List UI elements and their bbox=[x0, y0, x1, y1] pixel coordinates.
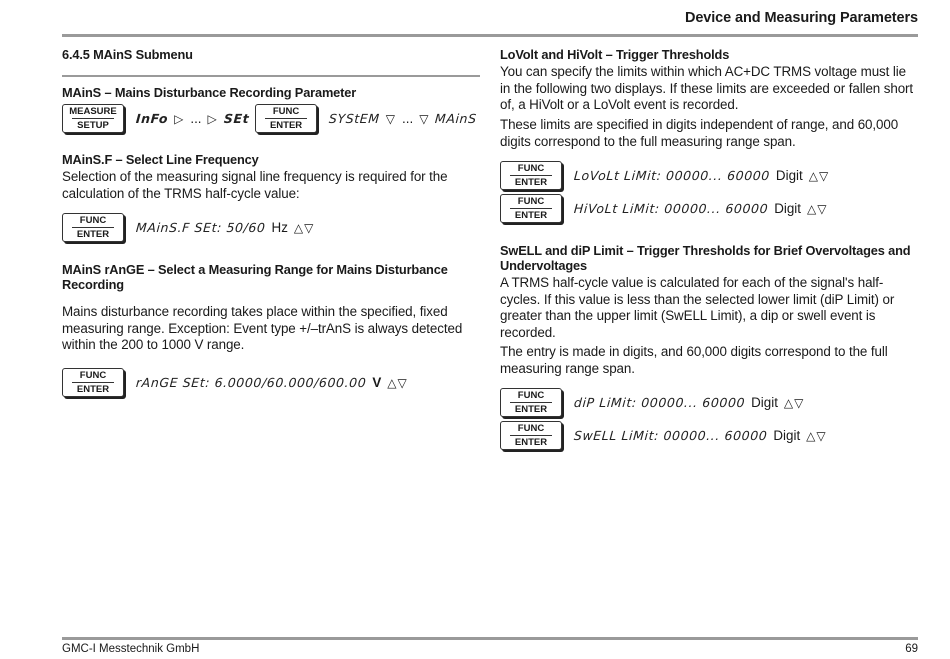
swell-text-1: A TRMS half-cycle value is calculated for each of the signal's half-cycles. If this value is less than the selected lower limit (diP Limit) or greater than the upper limit (SwELL Limit), a dip or swell event is recorded. bbox=[500, 275, 895, 340]
range-text: Mains disturbance recording takes place within the specified, fixed measuring range. Exception: Event type +/–trAnS is always detected within the 200 to 1000 V range. bbox=[62, 304, 463, 353]
display-range-set: rAnGE SEt: 6.0000/60.000/600.00 bbox=[135, 375, 367, 390]
func-enter-key bbox=[500, 194, 562, 223]
key-label-bottom: ENTER bbox=[514, 404, 548, 415]
up-down-arrows-icon: △▽ bbox=[808, 168, 830, 183]
display-dip-limit: diP LiMit: 00000... 60000 bbox=[573, 395, 746, 410]
key-divider bbox=[72, 118, 114, 119]
func-enter-key bbox=[255, 104, 317, 133]
key-label-bottom: SETUP bbox=[77, 120, 109, 131]
lohi-text-1: You can specify the limits within which AC+DC TRMS voltage must lie in the following two displays. If these limits are exceeded or fallen short of, a HiVolt or a LoVolt event is recorded. bbox=[500, 64, 914, 113]
display-system: SYStEM bbox=[328, 111, 381, 126]
down-arrow-icon: ▽ bbox=[385, 111, 397, 126]
up-down-arrows-icon: △▽ bbox=[783, 395, 805, 410]
func-enter-key bbox=[500, 161, 562, 190]
swell-heading: SwELL and diP Limit – Trigger Thresholds for Brief Overvoltages and Undervoltages bbox=[500, 243, 911, 273]
key-label-top: FUNC bbox=[517, 390, 545, 401]
unit-label: Digit bbox=[775, 168, 803, 183]
key-label-bottom: ENTER bbox=[514, 210, 548, 221]
key-label-top: FUNC bbox=[517, 163, 545, 174]
freq-setting-row bbox=[62, 213, 314, 242]
key-divider bbox=[510, 402, 552, 403]
up-down-arrows-icon: △▽ bbox=[806, 428, 827, 443]
display-swell-limit: SwELL LiMit: 00000... 60000 bbox=[573, 428, 768, 443]
up-down-arrows-icon: △▽ bbox=[387, 375, 408, 390]
nav-sequence bbox=[62, 104, 477, 133]
up-down-arrows-icon: △▽ bbox=[806, 201, 828, 216]
func-enter-key bbox=[500, 388, 562, 417]
range-heading: MAinS rAnGE – Select a Measuring Range for Mains Disturbance Recording bbox=[62, 262, 448, 292]
ellipsis: ... bbox=[190, 111, 202, 126]
key-label-top: FUNC bbox=[79, 370, 107, 381]
display-info: InFo bbox=[135, 111, 169, 126]
header-rule bbox=[62, 34, 918, 37]
unit-label: Hz bbox=[271, 220, 288, 235]
page-header-title: Device and Measuring Parameters bbox=[684, 10, 918, 26]
key-divider bbox=[265, 118, 307, 119]
display-lovolt-limit: LoVoLt LiMit: 00000... 60000 bbox=[573, 168, 771, 183]
footer-rule bbox=[62, 637, 918, 640]
func-enter-key bbox=[500, 421, 562, 450]
freq-heading: MAinS.F – Select Line Frequency bbox=[62, 152, 259, 167]
key-label-bottom: ENTER bbox=[76, 384, 110, 395]
func-enter-key bbox=[62, 368, 124, 397]
section-rule bbox=[62, 75, 480, 77]
display-freq-set: MAinS.F SEt: 50/60 bbox=[135, 220, 267, 235]
unit-label: Digit bbox=[751, 395, 778, 410]
lohi-heading: LoVolt and HiVolt – Trigger Thresholds bbox=[500, 47, 730, 62]
ellipsis: ... bbox=[402, 111, 414, 126]
mains-heading: MAinS – Mains Disturbance Recording Parameter bbox=[62, 85, 357, 100]
measure-setup-key bbox=[62, 104, 124, 133]
swell-text-2: The entry is made in digits, and 60,000 digits correspond to the full measuring range span. bbox=[500, 344, 888, 376]
unit-label: V bbox=[372, 375, 382, 390]
key-divider bbox=[510, 175, 552, 176]
display-hivolt-limit: HiVoLt LiMit: 00000... 60000 bbox=[573, 201, 769, 216]
func-enter-key bbox=[62, 213, 124, 242]
lovolt-setting-row bbox=[500, 161, 829, 190]
key-label-top: FUNC bbox=[517, 196, 545, 207]
key-divider bbox=[510, 208, 552, 209]
key-label-top: FUNC bbox=[272, 106, 300, 117]
section-heading: 6.4.5 MAinS Submenu bbox=[62, 47, 193, 62]
dip-setting-row bbox=[500, 388, 804, 417]
range-setting-row bbox=[62, 368, 408, 397]
lohi-text-2: These limits are specified in digits independent of range, and 60,000 digits correspond to the full measuring range span. bbox=[500, 117, 899, 149]
display-mains: MAinS bbox=[434, 111, 478, 126]
key-label-top: FUNC bbox=[517, 423, 545, 434]
right-arrow-icon: ▷ bbox=[207, 111, 218, 126]
hivolt-setting-row bbox=[500, 194, 827, 223]
key-divider bbox=[72, 227, 114, 228]
key-divider bbox=[510, 435, 552, 436]
unit-label: Digit bbox=[774, 201, 801, 216]
key-label-top: MEASURE bbox=[69, 106, 117, 117]
swell-setting-row bbox=[500, 421, 827, 450]
key-label-bottom: ENTER bbox=[514, 437, 548, 448]
key-label-bottom: ENTER bbox=[514, 177, 548, 188]
unit-label: Digit bbox=[773, 428, 801, 443]
key-label-top: FUNC bbox=[79, 215, 107, 226]
key-label-bottom: ENTER bbox=[76, 229, 110, 240]
key-divider bbox=[72, 382, 114, 383]
key-label-bottom: ENTER bbox=[269, 120, 303, 131]
up-down-arrows-icon: △▽ bbox=[293, 220, 315, 235]
display-set: SEt bbox=[223, 111, 250, 126]
down-arrow-icon: ▽ bbox=[419, 111, 430, 126]
page-number: 69 bbox=[905, 643, 918, 655]
right-arrow-icon: ▷ bbox=[174, 111, 185, 126]
freq-text: Selection of the measuring signal line frequency is required for the calculation of the TRMS half-cycle value: bbox=[62, 169, 448, 201]
footer-company: GMC-I Messtechnik GmbH bbox=[62, 643, 200, 655]
